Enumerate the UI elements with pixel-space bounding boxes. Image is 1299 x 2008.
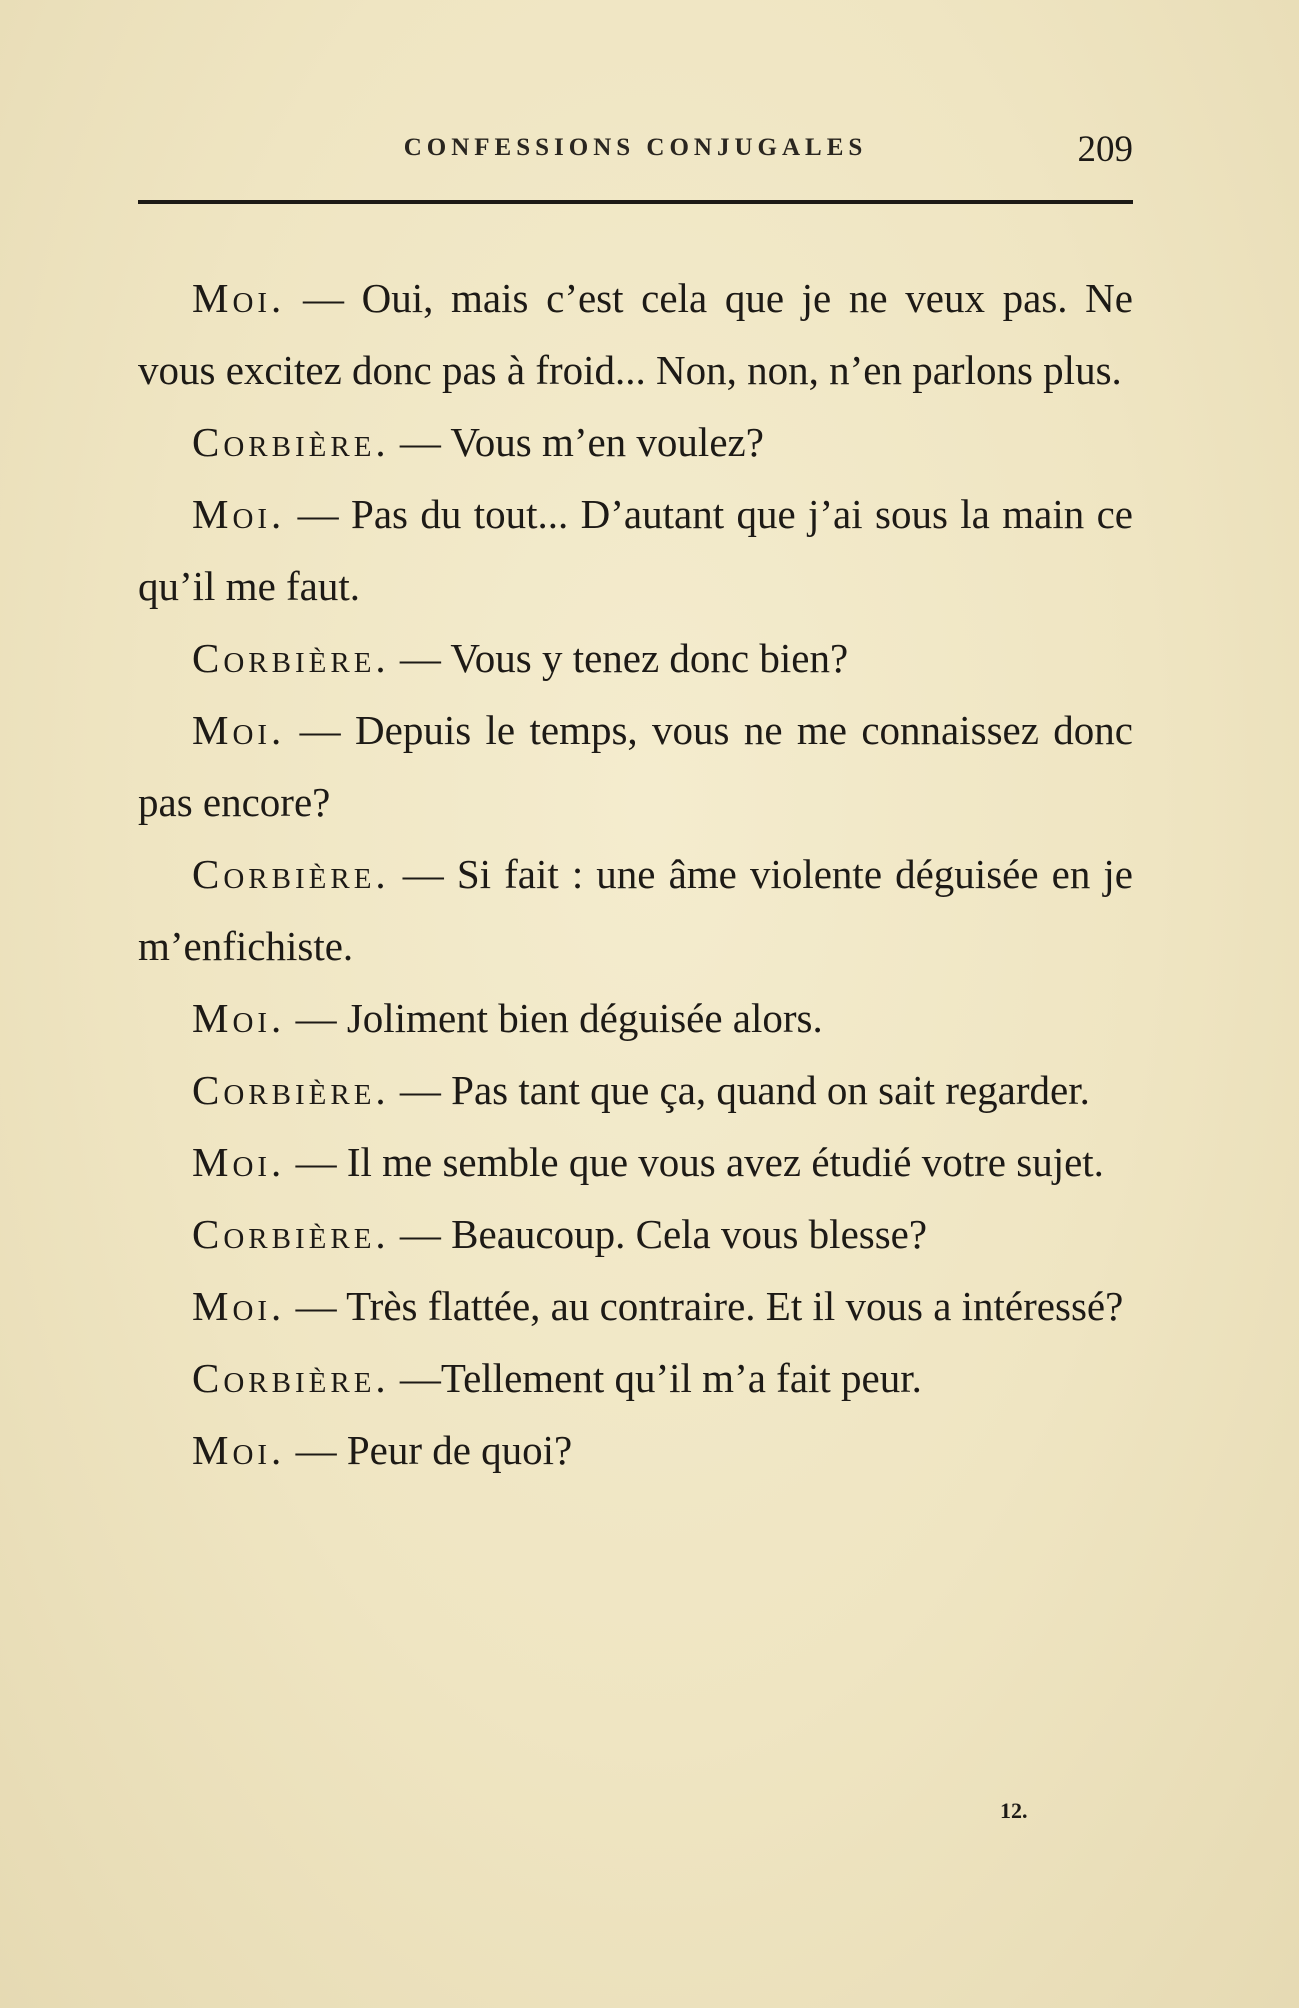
dialogue-text (138, 262, 1133, 1486)
line-text: — Si fait : une âme violente déguisée en je m’enfichiste. (138, 851, 1133, 969)
line-text: — Peur de quoi? (285, 1427, 573, 1473)
dialogue-line (138, 838, 1133, 982)
header-rule (138, 200, 1133, 204)
dialogue-line (138, 1414, 1133, 1486)
speaker-name: Corbière. (192, 1211, 390, 1257)
signature-mark: 12. (1000, 1798, 1028, 1823)
dialogue-line (138, 1054, 1133, 1126)
speaker-name: Corbière. (192, 1355, 390, 1401)
speaker-name: Moi. (192, 995, 286, 1041)
speaker-name: Moi. (192, 1139, 286, 1185)
dialogue-line (138, 982, 1133, 1054)
dialogue-line (138, 478, 1133, 622)
dialogue-line (138, 1126, 1133, 1198)
running-title: CONFESSIONS CONJUGALES (403, 134, 868, 161)
dialogue-line (138, 406, 1133, 478)
running-head (138, 128, 1133, 172)
line-text: — Pas tant que ça, quand on sait regarder. (389, 1067, 1090, 1113)
line-text: — Vous y tenez donc bien? (389, 635, 849, 681)
dialogue-line (138, 1198, 1133, 1270)
line-text: — Oui, mais c’est cela que je ne veux pas. Ne vous excitez donc pas à froid... Non, non, n’en parlons plus. (138, 275, 1133, 393)
speaker-name: Corbière. (192, 1067, 390, 1113)
line-text: — Il me semble que vous avez étudié votre sujet. (285, 1139, 1104, 1185)
line-text: — Beaucoup. Cela vous blesse? (389, 1211, 928, 1257)
line-text: — Pas du tout... D’autant que j’ai sous la main ce qu’il me faut. (138, 491, 1133, 609)
line-text: — Très flattée, au contraire. Et il vous a intéressé? (285, 1283, 1124, 1329)
line-text: — Vous m’en voulez? (389, 419, 764, 465)
line-text: — Joliment bien déguisée alors. (285, 995, 823, 1041)
line-text: — Depuis le temps, vous ne me connaissez donc pas encore? (138, 707, 1133, 825)
line-text: —Tellement qu’il m’a fait peur. (389, 1355, 922, 1401)
speaker-name: Corbière. (192, 851, 390, 897)
speaker-name: Moi. (192, 491, 286, 537)
speaker-name: Moi. (192, 275, 286, 321)
page-number: 209 (1077, 129, 1133, 170)
speaker-name: Moi. (192, 1427, 286, 1473)
speaker-name: Corbière. (192, 419, 390, 465)
dialogue-line (138, 1342, 1133, 1414)
speaker-name: Moi. (192, 1283, 286, 1329)
speaker-name: Corbière. (192, 635, 390, 681)
speaker-name: Moi. (192, 707, 286, 753)
dialogue-line (138, 694, 1133, 838)
dialogue-line (138, 1270, 1133, 1342)
dialogue-line (138, 622, 1133, 694)
dialogue-line (138, 262, 1133, 406)
